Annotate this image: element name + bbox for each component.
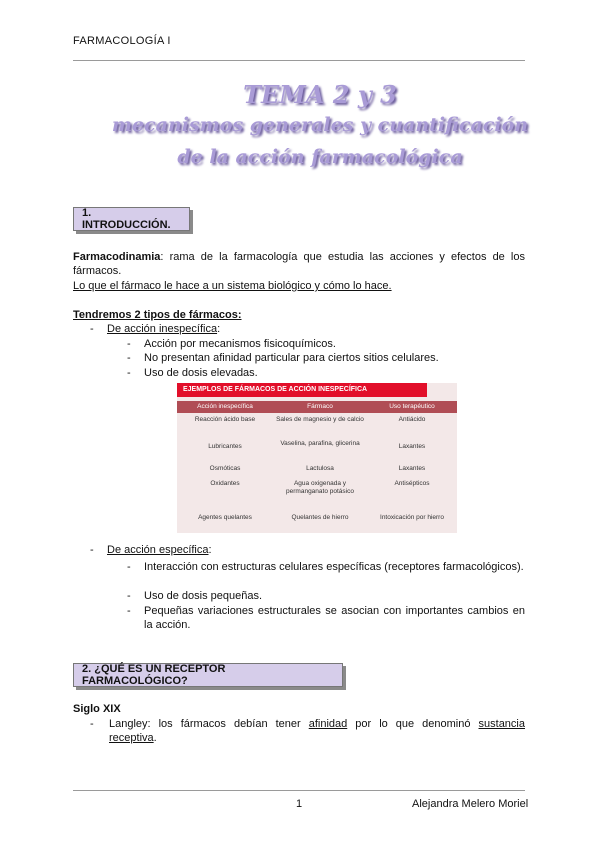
table-header-cell: Acción inespecífica <box>197 403 253 410</box>
title-line-3: de la acción farmacológica <box>177 146 463 168</box>
table-row <box>177 463 457 477</box>
table-cell: Osmóticas <box>209 465 241 472</box>
list-item-text: Acción por mecanismos fisicoquímicos. <box>144 338 336 350</box>
siglo-text: Siglo XIX <box>73 703 121 715</box>
dash-bullet: - <box>127 590 131 602</box>
list-item <box>127 589 525 603</box>
dash-bullet: - <box>90 323 94 335</box>
dash-bullet: - <box>90 718 94 730</box>
term-afinidad: afinidad <box>308 718 348 730</box>
table-cell: Antisépticos <box>394 480 430 487</box>
table-row <box>177 512 457 533</box>
title-line-1: TEMA 2 y 3 <box>243 80 397 109</box>
definition-text: : rama de la farmacología que estudia las acciones y efectos de los fármacos. <box>73 251 525 277</box>
list-item <box>127 604 525 632</box>
footer-author: Alejandra Melero Moriel <box>412 798 529 810</box>
siglo-heading <box>73 702 525 716</box>
term-sustancia-receptiva: sustancia receptiva <box>109 718 525 744</box>
running-header: FARMACOLOGÍA I <box>73 35 171 47</box>
types-heading-text: Tendremos 2 tipos de fármacos: <box>73 309 242 321</box>
dash-bullet: - <box>127 605 131 617</box>
table-cell: Vaselina, parafina, glicerina <box>280 440 360 447</box>
title-line-2: mecanismos generales y cuantificación <box>111 114 529 136</box>
table-cell: Reacción ácido base <box>194 416 256 423</box>
table-cell: Lubricantes <box>208 443 242 450</box>
intro-underlined-line: Lo que el fármaco le hace a un sistema biológico y cómo lo hace. <box>73 280 392 292</box>
list-item-text: Uso de dosis pequeñas. <box>144 590 263 602</box>
nonspecific-label: De acción inespecífica <box>107 323 218 335</box>
dash-bullet: - <box>127 561 131 573</box>
types-heading <box>73 308 525 322</box>
table-cell: Lactulosa <box>306 465 334 472</box>
table-title: EJEMPLOS DE FÁRMACOS DE ACCIÓN INESPECÍFICA <box>177 383 427 397</box>
table-cell: Laxantes <box>398 465 426 472</box>
term-farmacodinamia: Farmacodinamia <box>73 251 161 263</box>
dash-bullet: - <box>127 338 131 350</box>
table-cell: Oxidantes <box>210 480 240 487</box>
langley-text <box>109 717 525 745</box>
table-row <box>177 478 457 511</box>
list-item <box>127 560 525 574</box>
table-cell: Antiácido <box>398 416 426 423</box>
specific-label: De acción específica <box>107 544 209 556</box>
page-number: 1 <box>296 798 303 810</box>
table-header-row <box>177 401 457 413</box>
footer-rule <box>73 790 525 791</box>
header-rule <box>73 60 525 61</box>
table-cell: Agentes quelantes <box>198 514 252 521</box>
table-cell: Laxantes <box>398 443 426 450</box>
langley-intro: Langley: los fármacos debían tener <box>109 718 309 730</box>
specific-colon: : <box>208 544 212 556</box>
list-item-nonspecific <box>90 323 220 335</box>
list-item-langley <box>90 717 525 745</box>
list-item-specific <box>90 544 212 556</box>
table-cell: Agua oxigenada y permanganato potásico <box>286 480 354 495</box>
list-item <box>127 366 525 380</box>
dash-bullet: - <box>90 544 94 556</box>
table-cell: Sales de magnesio y de calcio <box>276 416 364 423</box>
list-item <box>127 351 525 365</box>
dash-bullet: - <box>127 367 131 379</box>
table-header-cell: Fármaco <box>307 403 333 410</box>
list-item-text: Pequeñas variaciones estructurales se asocian con importantes cambios en la acción. <box>144 605 525 631</box>
nonspecific-colon: : <box>217 323 221 335</box>
table-cell: Intoxicación por hierro <box>380 514 444 521</box>
langley-middle: por lo que denominó <box>347 718 479 730</box>
list-item-text: No presentan afinidad particular para ciertos sitios celulares. <box>144 352 439 364</box>
section-heading-introduccion: 1. INTRODUCCIÓN. <box>73 207 190 231</box>
table-cell: Quelantes de hierro <box>291 514 349 521</box>
langley-end: . <box>153 732 157 744</box>
table-header-cell: Uso terapéutico <box>389 403 435 410</box>
table-row <box>177 414 457 437</box>
dash-bullet: - <box>127 352 131 364</box>
table-row <box>177 438 457 462</box>
list-item-text: Uso de dosis elevadas. <box>144 367 258 379</box>
section-heading-receptor: 2. ¿QUÉ ES UN RECEPTOR FARMACOLÓGICO? <box>73 663 343 687</box>
list-item <box>127 337 525 351</box>
list-item-text: Interacción con estructuras celulares específicas (receptores farmacológicos). <box>144 561 524 573</box>
intro-paragraph <box>73 250 525 278</box>
examples-table <box>177 383 457 533</box>
